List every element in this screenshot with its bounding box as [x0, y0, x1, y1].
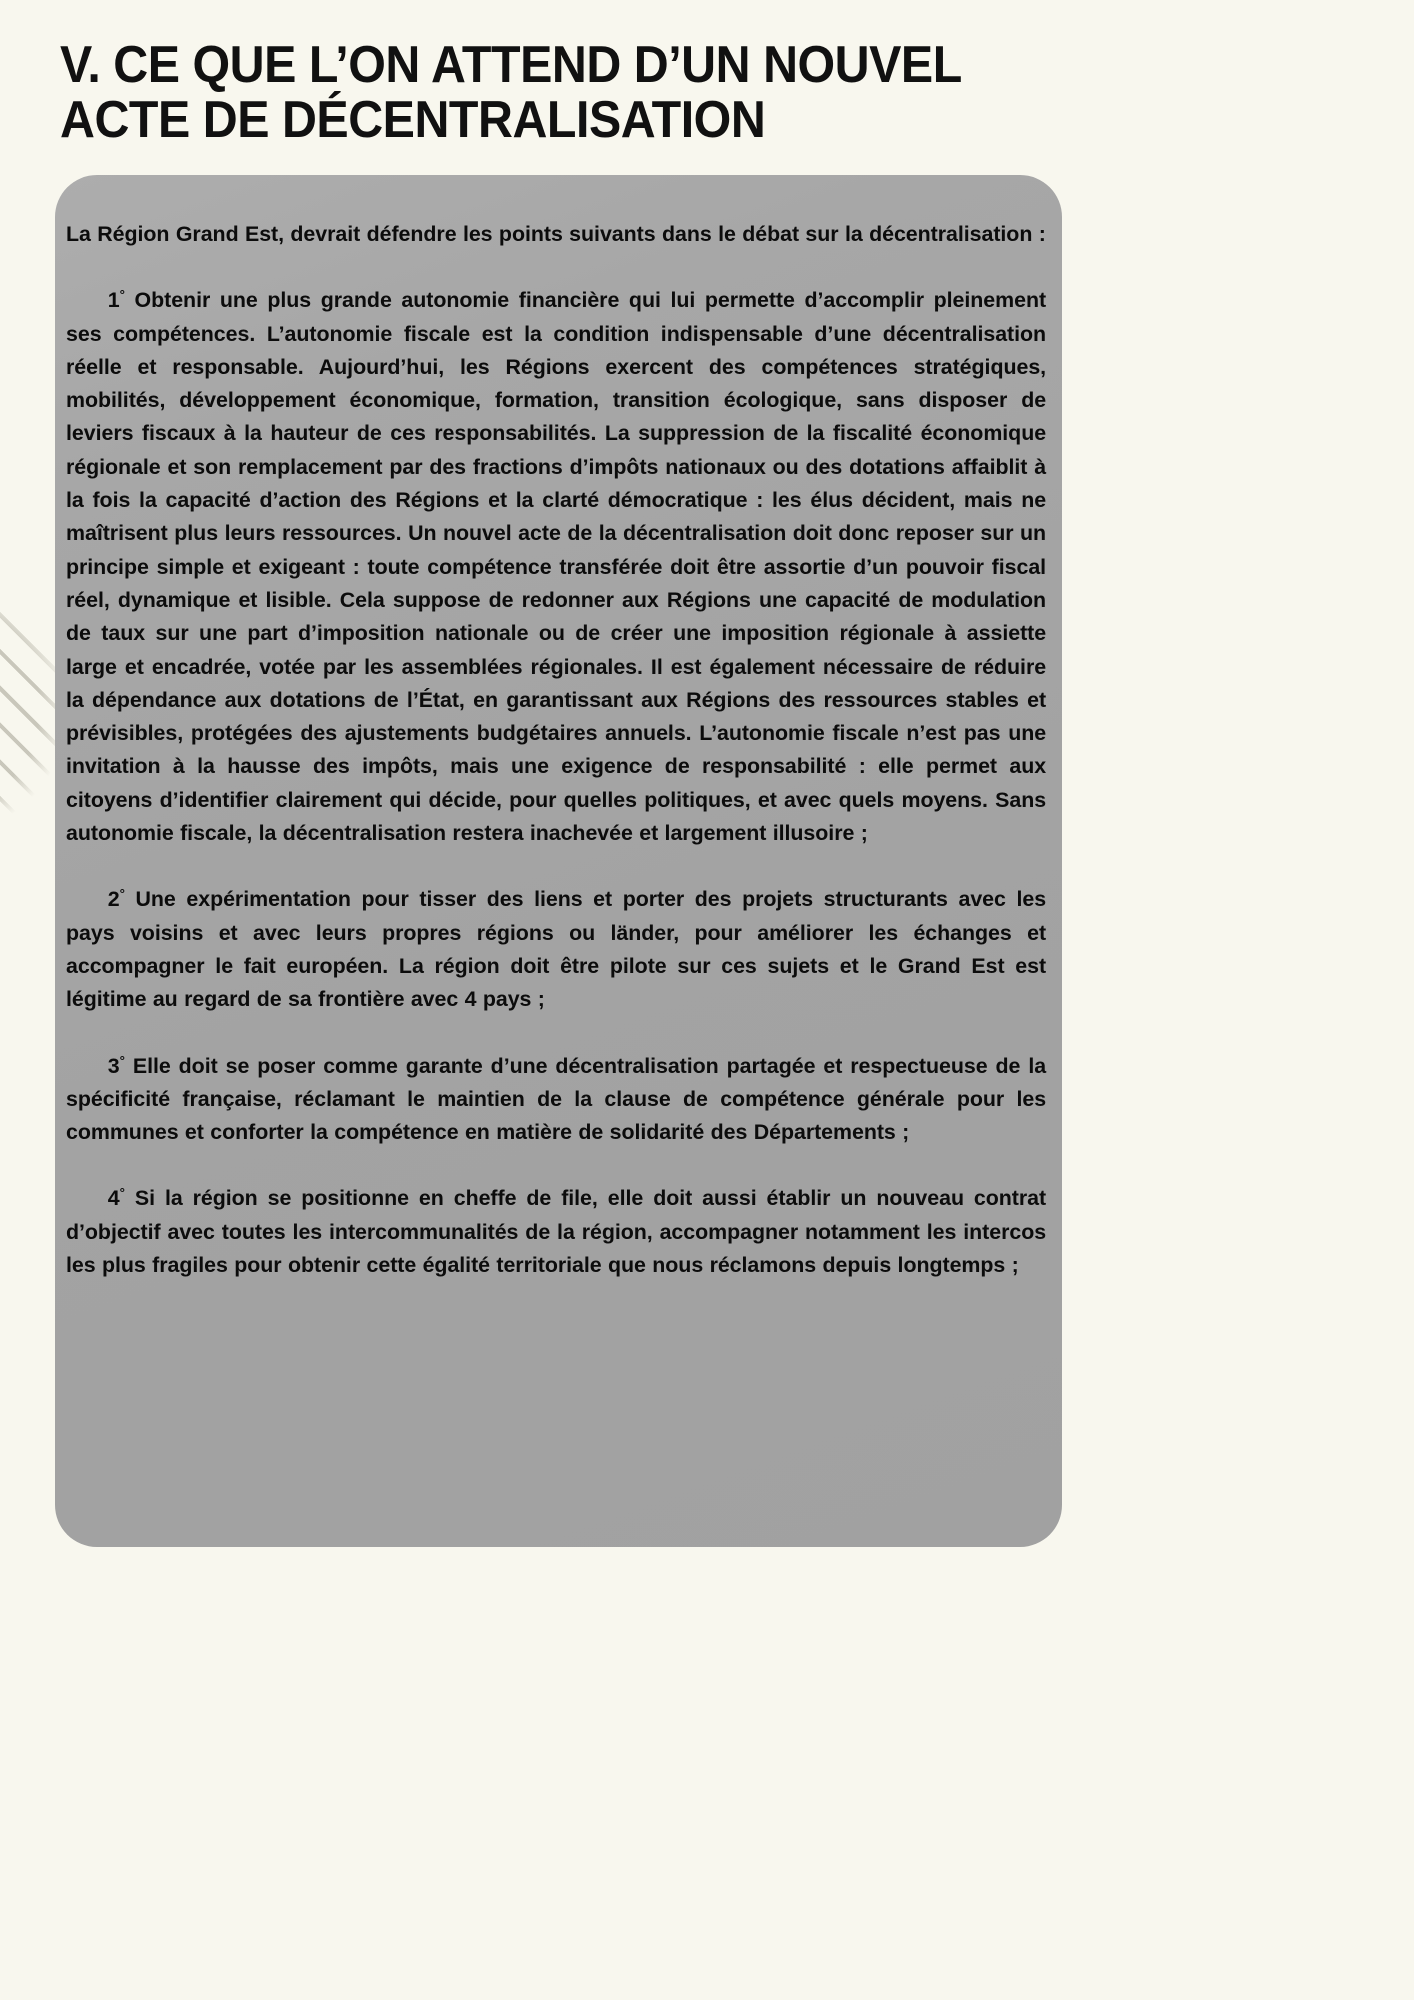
item-number-value: 1	[107, 288, 120, 313]
degree-icon: °	[119, 886, 125, 902]
diagonal-stripes-decoration	[0, 600, 60, 815]
intro-paragraph: La Région Grand Est, devrait défendre les points suivants dans le débat sur la décentralisation :	[66, 222, 1046, 246]
list-item	[66, 1182, 1046, 1282]
list-item	[66, 284, 1046, 850]
item-number-value: 3	[107, 1053, 120, 1078]
item-text: Elle doit se poser comme garante d’une décentralisation partagée et respectueuse de la spécificité française, réclamant le maintien de la clause de compétence générale pour les communes et conforter la compétence en matière de solidarité des Départements ;	[66, 1053, 1047, 1145]
item-number-value: 4	[107, 1186, 120, 1211]
item-number	[108, 1186, 125, 1210]
content-card-body	[66, 218, 1051, 1536]
degree-icon: °	[119, 1052, 125, 1068]
page-title: V. CE QUE L’ON ATTEND D’UN NOUVEL ACTE DE DÉCENTRALISATION	[60, 36, 961, 150]
item-number	[108, 1054, 125, 1078]
item-text: Une expérimentation pour tisser des liens et porter des projets structurants avec les pays voisins et avec leurs propres régions ou länder, pour améliorer les échanges et accompagner le fait européen. La région doit être pilote sur ces sujets et le Grand Est est légitime au regard de sa frontière avec 4 pays ;	[66, 887, 1047, 1012]
item-number	[108, 288, 125, 312]
list-item	[66, 1050, 1046, 1150]
body-text	[66, 218, 1046, 1282]
list-item	[66, 883, 1046, 1016]
degree-icon: °	[119, 287, 125, 303]
item-number-value: 2	[107, 887, 120, 912]
item-text: Si la région se positionne en cheffe de file, elle doit aussi établir un nouveau contrat d’objectif avec toutes les intercommunalités de la région, accompagner notamment les intercos les plus fragiles pour obtenir cette égalité territoriale que nous réclamons depuis longtemps ;	[66, 1186, 1047, 1278]
item-number	[108, 887, 125, 911]
item-text: Obtenir une plus grande autonomie financière qui lui permette d’accomplir pleinement ses compétences. L’autonomie fiscale est la condition indispensable d’une décentralisation réelle et responsable. Aujourd’hui, les Régions exercent des compétences stratégiques, mobilités, développement économique, formation, transition écologique, sans disposer de leviers fiscaux à la hauteur de ces responsabilités. La suppression de la fiscalité économique régionale et son remplacement par des fractions d’impôts nationaux ou des dotations affaiblit à la fois la capacité d’action des Régions et la clarté démocratique : les élus décident, mais ne maîtrisent plus leurs ressources. Un nouvel acte de la décentralisation doit donc reposer sur un principe simple et exigeant : toute compétence transférée doit être assortie d’un pouvoir fiscal réel, dynamique et lisible. Cela suppose de redonner aux Régions une capacité de modulation de taux sur une part d’imposition nationale ou de créer une imposition régionale à assiette large et encadrée, votée par les assemblées régionales. Il est également nécessaire de réduire la dépendance aux dotations de l’État, en garantissant aux Régions des ressources stables et prévisibles, protégées des ajustements budgétaires annuels. L’autonomie fiscale n’est pas une invitation à la hausse des impôts, mais une exigence de responsabilité : elle permet aux citoyens d’identifier clairement qui décide, pour quelles politiques, et avec quels moyens. Sans autonomie fiscale, la décentralisation restera inachevée et largement illusoire ;	[66, 288, 1047, 846]
content-card	[55, 175, 1062, 1547]
degree-icon: °	[119, 1185, 125, 1201]
